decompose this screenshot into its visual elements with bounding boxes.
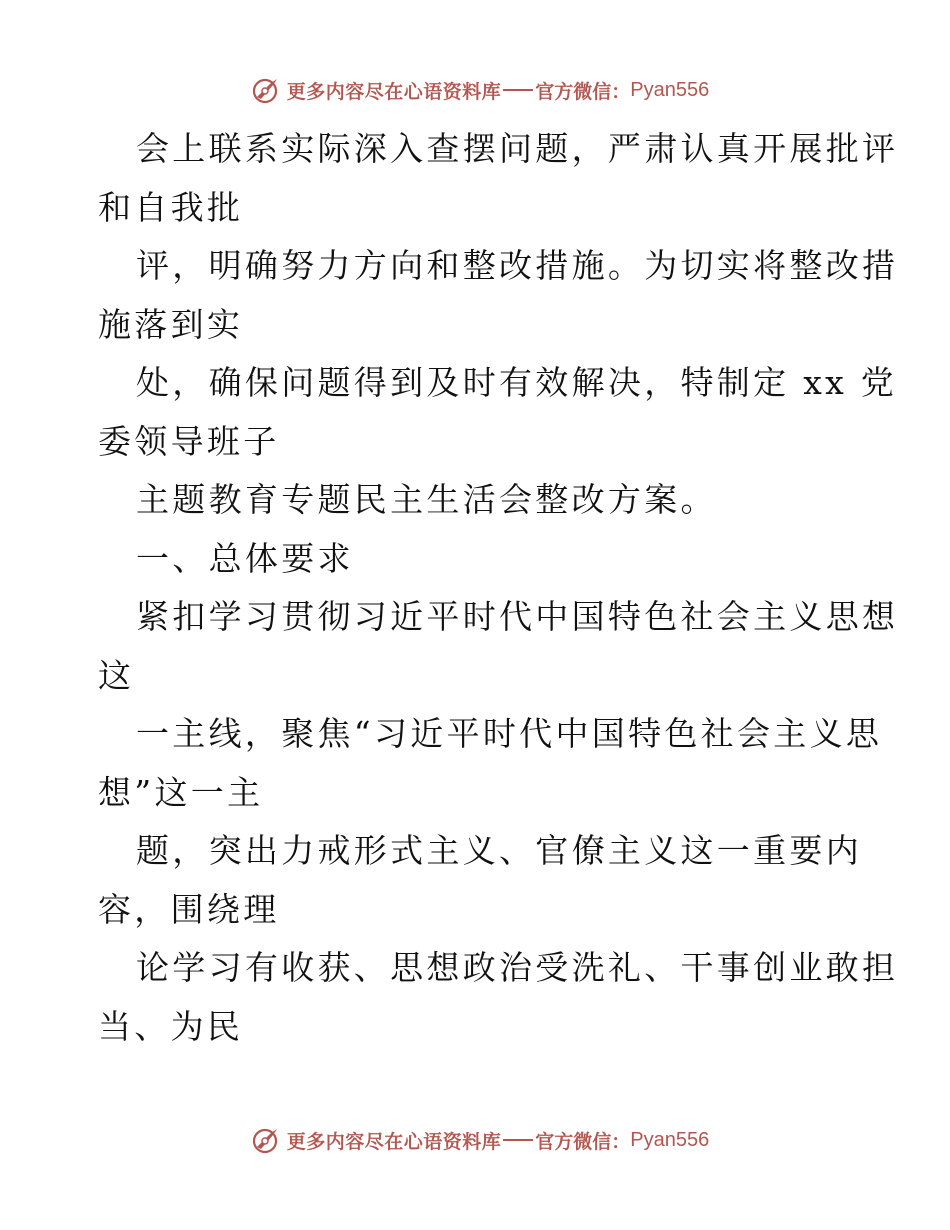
banner-label: 官方微信： <box>535 80 631 103</box>
banner-label: 官方微信： <box>535 1130 631 1153</box>
body-line: 题，突出力戒形式主义、官僚主义这一重要内 <box>136 831 862 870</box>
body-line: 想”这一主 <box>98 772 264 812</box>
body-line: 容，围绕理 <box>98 889 280 929</box>
body-line: 当、为民 <box>98 1006 244 1046</box>
body-line: 处，确保问题得到及时有效解决，特制定 xx 党 <box>136 363 898 402</box>
body-line: 这 <box>98 655 135 695</box>
banner-wechat-id: Pyan556 <box>630 1128 710 1151</box>
footer-banner <box>0 1122 950 1158</box>
banner-dash <box>503 89 533 91</box>
body-line: 论学习有收获、思想政治受洗礼、干事创业敢担 <box>136 948 899 987</box>
section-heading: 一、总体要求 <box>136 538 354 578</box>
body-line: 主题教育专题民主生活会整改方案。 <box>136 480 717 519</box>
quill-logo-icon <box>251 75 281 105</box>
banner-dash <box>503 1139 533 1141</box>
body-line: 和自我批 <box>98 187 244 227</box>
body-line: 会上联系实际深入查摆问题，严肃认真开展批评 <box>136 129 899 168</box>
body-line: 委领导班子 <box>98 421 280 461</box>
body-line: 评，明确努力方向和整改措施。为切实将整改措 <box>136 246 899 285</box>
banner-title: 更多内容尽在心语资料库 <box>286 1130 502 1153</box>
quill-logo-icon <box>251 1125 281 1155</box>
body-line: 紧扣学习贯彻习近平时代中国特色社会主义思想 <box>136 597 899 636</box>
document-body <box>98 120 899 1056</box>
banner-wechat-id: Pyan556 <box>630 78 710 101</box>
header-banner <box>0 72 950 108</box>
banner-title: 更多内容尽在心语资料库 <box>286 80 502 103</box>
body-line: 施落到实 <box>98 304 244 344</box>
body-line: 一主线，聚焦“习近平时代中国特色社会主义思 <box>136 714 883 753</box>
